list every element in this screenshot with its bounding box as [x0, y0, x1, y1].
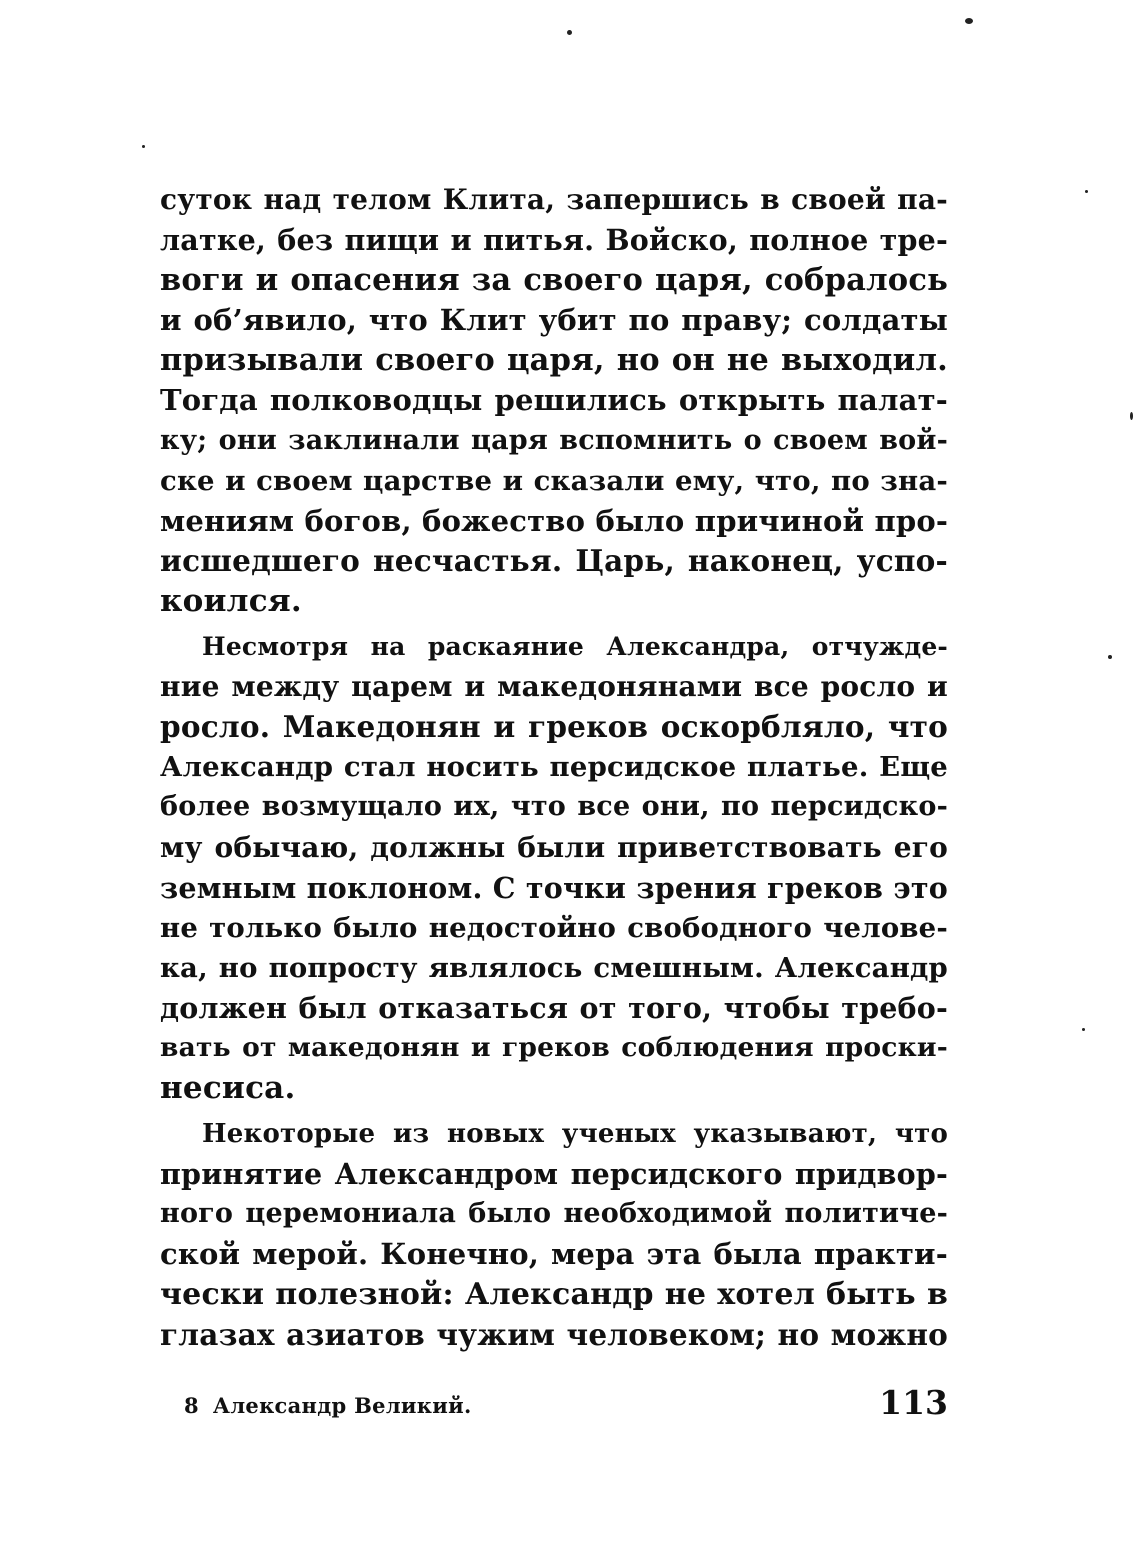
print-speck — [1130, 412, 1133, 420]
text-line: Несмотря на раскаяние Александра, отчужде- — [202, 632, 948, 662]
text-line: му обычаю, должны были приветствовать его — [160, 830, 948, 864]
text-line: исшедшего несчастья. Царь, наконец, успо- — [160, 542, 948, 578]
text-line: Некоторые из новых ученых указывают, что — [202, 1119, 948, 1150]
text-line: вать от македонян и греков соблюдения проски- — [160, 1031, 948, 1063]
text-line: мениям богов, божество было причиной про- — [160, 503, 949, 538]
printer-signature — [184, 1393, 472, 1418]
print-speck — [142, 145, 145, 148]
text-line: принятие Александром персидского придвор- — [160, 1157, 948, 1192]
print-speck — [965, 18, 973, 24]
page-footer — [184, 1378, 948, 1422]
body-text — [160, 180, 948, 1355]
text-line: должен был отказаться от того, чтобы требо- — [160, 990, 948, 1025]
text-line: не только было недостойно свободного челове- — [160, 911, 948, 944]
text-line: суток над телом Клита, запершись в своей па- — [160, 183, 948, 216]
print-speck — [567, 30, 572, 35]
print-speck — [1085, 190, 1088, 193]
signature-number: 8 — [184, 1393, 199, 1418]
text-line: Александр стал носить персидское платье. Еще — [160, 751, 948, 784]
text-line: латке, без пищи и питья. Войско, полное тре- — [160, 223, 948, 258]
page-number: 113 — [879, 1383, 948, 1422]
text-line: земным поклоном. С точки зрения греков это — [160, 870, 948, 905]
text-line: ка, но попросту являлось смешным. Александр — [160, 951, 948, 984]
text-line: Тогда полководцы решились открыть палат- — [160, 383, 948, 418]
signature-title: Александр Великий. — [212, 1393, 472, 1418]
text-line: ного церемониала было необходимой политиче- — [160, 1198, 948, 1230]
text-line: коился. — [160, 582, 302, 619]
text-line: несиса. — [160, 1070, 296, 1107]
text-line: воги и опасения за своего царя, собралось — [160, 262, 948, 299]
text-line: ку; они заклинали царя вспомнить о своем вой- — [160, 424, 948, 456]
text-line: ске и своем царстве и сказали ему, что, по зна- — [160, 464, 948, 497]
print-speck — [1108, 655, 1112, 659]
text-line: росло. Македонян и греков оскорбляло, что — [160, 709, 948, 745]
text-line: ской мерой. Конечно, мера эта была практи- — [160, 1237, 948, 1272]
text-line: более возмущало их, что все они, по персидско- — [160, 791, 948, 823]
text-line: глазах азиатов чужим человеком; но можно — [160, 1316, 948, 1352]
text-line: призывали своего царя, но он не выходил. — [160, 342, 948, 379]
text-line: и об’явило, что Клит убит по праву; солдаты — [160, 303, 948, 338]
text-line: ние между царем и македонянами все росло и — [160, 670, 948, 704]
text-line: чески полезной: Александр не хотел быть в — [160, 1276, 948, 1312]
print-speck — [1082, 1028, 1085, 1031]
